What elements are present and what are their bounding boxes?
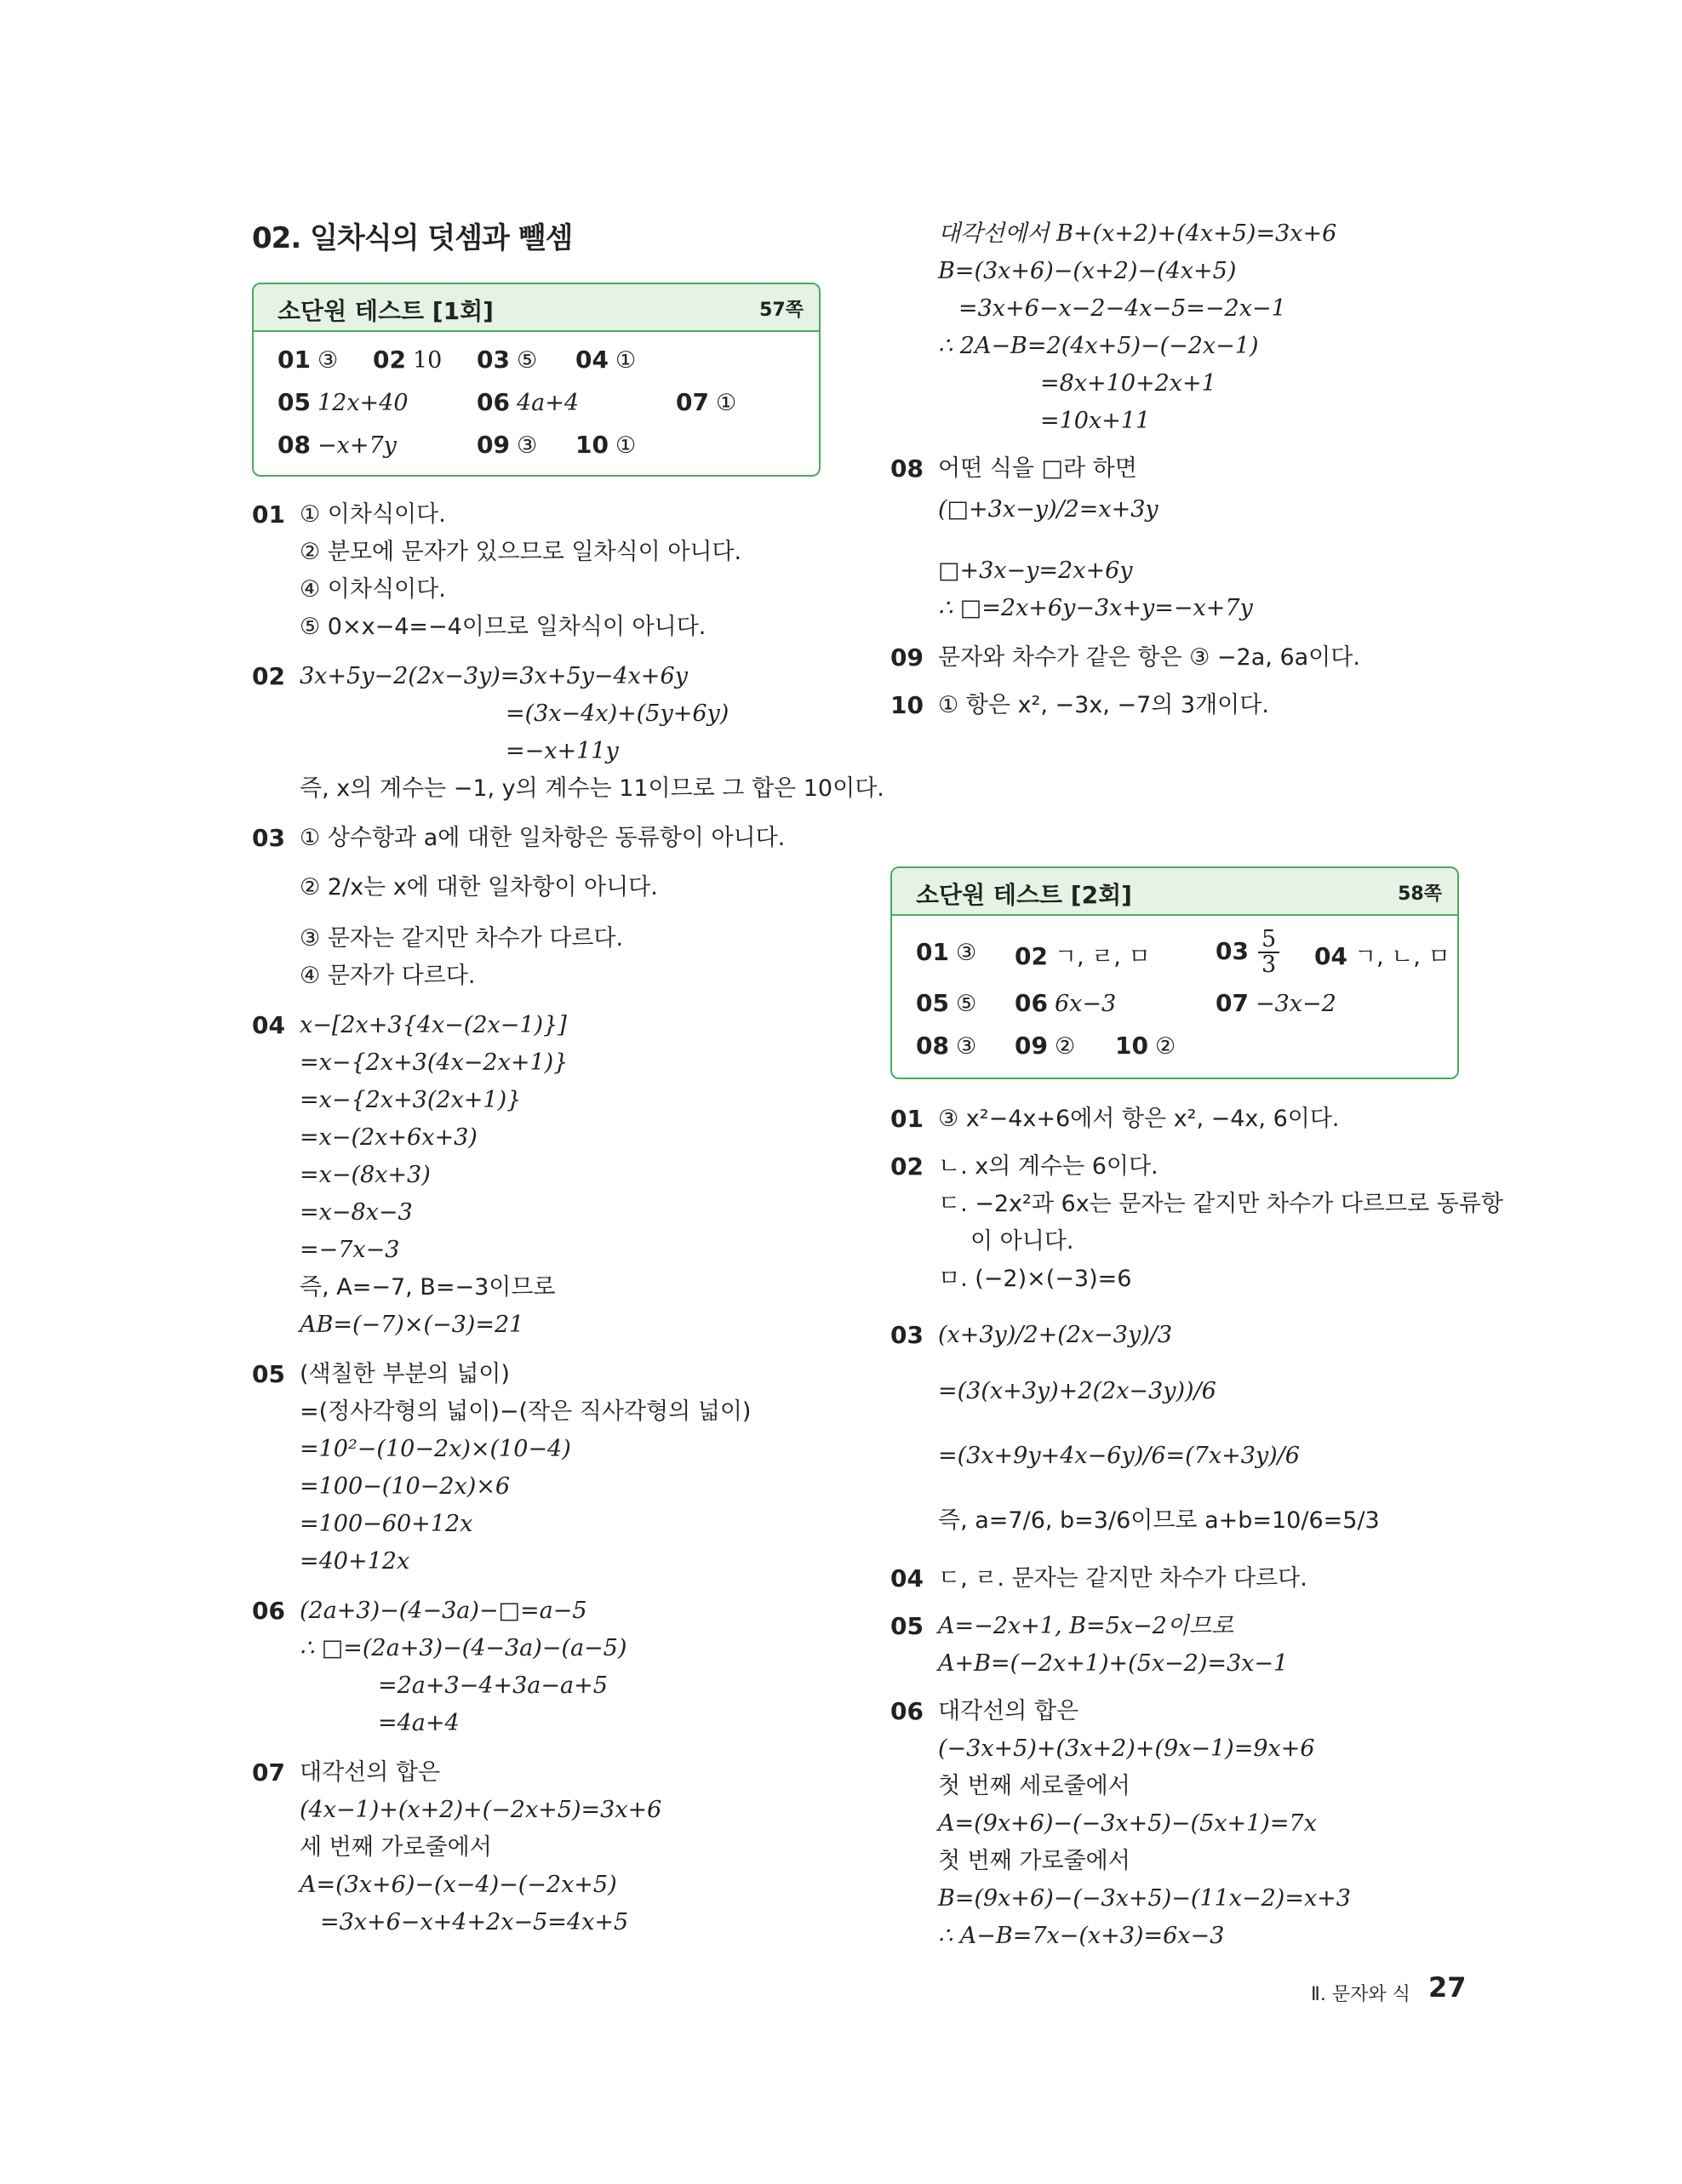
solution-number: 05 [252,1360,285,1388]
answer-item: 07 −3x−2 [1216,989,1336,1017]
answer-item: 06 6x−3 [1015,989,1117,1017]
answer-item: 03 ⑤ [477,346,538,374]
solution-line: ∴ □=2x+6y−3x+y=−x+7y [938,595,1253,621]
solution-line: 3x+5y−2(2x−3y)=3x+5y−4x+6y [300,663,688,689]
solution-line: =100−(10−2x)×6 [300,1473,511,1500]
solution-line: ㄷ, ㄹ. 문자는 같지만 차수가 다르다. [938,1565,1307,1592]
solution-line: 어떤 식을 □라 하면 [938,455,1137,482]
solution-line: ㄷ. −2x²과 6x는 문자는 같지만 차수가 다르므로 동류항 [938,1191,1503,1217]
answer-item: 10 ① [575,431,637,459]
answer-item: 05 ⑤ [916,989,977,1017]
solution-number: 09 [890,643,924,672]
solution-line: ② 분모에 문자가 있으므로 일차식이 아니다. [300,539,742,565]
answer-item: 06 4a+4 [477,388,580,416]
solution-line: 즉, A=−7, B=−3이므로 [300,1274,556,1301]
solution-number: 03 [890,1321,924,1349]
solution-number: 10 [890,691,924,719]
solution-line: AB=(−7)×(−3)=21 [300,1312,524,1338]
solution-line: 즉, x의 계수는 −1, y의 계수는 11이므로 그 합은 10이다. [300,775,884,802]
solution-number: 04 [252,1011,285,1039]
solution-line: (−3x+5)+(3x+2)+(9x−1)=9x+6 [938,1735,1315,1762]
solution-line: =x−8x−3 [300,1199,413,1226]
solution-line: □+3x−y=2x+6y [938,557,1133,584]
answer-item: 07 ① [676,388,737,416]
solution-line: ① 이차식이다. [300,501,446,528]
solution-line: ∴ A−B=7x−(x+3)=6x−3 [938,1923,1225,1949]
test-box-2-title: 소단원 테스트 [2회] [916,881,1132,909]
solution-line: ㄴ. x의 계수는 6이다. [938,1153,1159,1180]
solution-line: 대각선에서 B+(x+2)+(4x+5)=3x+6 [938,220,1337,247]
answer-item: 09 ② [1015,1032,1076,1060]
solution-line: =10x+11 [1040,408,1151,434]
solution-number: 02 [252,662,285,690]
solution-line: =(3x−4x)+(5y+6y) [506,700,729,727]
answer-item: 02 ㄱ, ㄹ, ㅁ [1015,942,1151,970]
fraction: $\frac{5}{3}$ [1258,928,1279,977]
solution-line: ① 항은 x², −3x, −7의 3개이다. [938,692,1269,718]
answer-item: 02 10 [373,346,443,374]
solution-line: ④ 이차식이다. [300,576,446,603]
solution-line: 세 번째 가로줄에서 [300,1834,492,1861]
solution-line: =x−{2x+3(4x−2x+1)} [300,1049,569,1076]
solution-line: ③ x²−4x+6에서 항은 x², −4x, 6이다. [938,1106,1340,1132]
solution-line: 첫 번째 가로줄에서 [938,1848,1130,1874]
answer-item: 04 ㄱ, ㄴ, ㅁ [1314,942,1450,970]
answer-item: 04 ① [575,346,637,374]
solution-number: 08 [890,455,924,483]
solution-line: 대각선의 합은 [300,1759,441,1786]
solution-line: A+B=(−2x+1)+(5x−2)=3x−1 [938,1650,1289,1677]
answer-item: 08 −x+7y [277,431,397,459]
solution-number: 05 [890,1612,924,1640]
solution-number: 06 [890,1697,924,1725]
answer-item: 09 ③ [477,431,538,459]
solution-line: =10²−(10−2x)×(10−4) [300,1436,571,1462]
answer-item: 01 ③ [277,346,339,374]
solution-line: ④ 문자가 다르다. [300,963,476,989]
solution-number: 03 [252,824,285,852]
page-number: 27 [1428,1971,1467,2004]
test-box-2 [890,866,1459,1079]
solution-line: ∴ □=(2a+3)−(4−3a)−(a−5) [300,1635,627,1661]
test-box-1-header [254,284,819,332]
solution-line: =−7x−3 [300,1237,400,1263]
test-box-2-header [892,868,1457,916]
solution-line: 즉, a=7/6, b=3/6이므로 a+b=10/6=5/3 [938,1507,1380,1534]
solution-line: =x−(2x+6x+3) [300,1124,478,1151]
answer-item: 10 ② [1115,1032,1176,1060]
solution-line: x−[2x+3{4x−(2x−1)}] [300,1012,567,1038]
solution-line: =(3(x+3y)+2(2x−3y))/6 [938,1378,1216,1404]
solution-line: 첫 번째 세로줄에서 [938,1773,1130,1799]
solution-line: =3x+6−x−2−4x−5=−2x−1 [958,295,1286,322]
solution-line: B=(3x+6)−(x+2)−(4x+5) [938,258,1237,284]
solution-line: (4x−1)+(x+2)+(−2x+5)=3x+6 [300,1797,662,1823]
solution-number: 06 [252,1597,285,1625]
solution-line: =40+12x [300,1548,410,1575]
solution-number: 01 [890,1105,924,1133]
section-title: 02. 일차식의 덧셈과 뺄셈 [252,221,573,255]
solution-line: =−x+11y [506,738,619,764]
solution-line: =(정사각형의 넓이)−(작은 직사각형의 넓이) [300,1398,752,1425]
solution-number: 01 [252,500,285,529]
solution-line: 문자와 차수가 같은 항은 ③ −2a, 6a이다. [938,644,1360,671]
test-box-1-title: 소단원 테스트 [1회] [277,297,494,325]
solution-line: 이 아니다. [970,1228,1074,1255]
answer-item: 03 $\frac{5}{3}$ [1216,928,1282,977]
solution-number: 07 [252,1758,285,1787]
solution-line: (□+3x−y)/2=x+3y [938,496,1159,523]
solution-line: =x−{2x+3(2x+1)} [300,1087,522,1113]
solution-line: ⑤ 0×x−4=−4이므로 일차식이 아니다. [300,614,707,640]
solution-line: =4a+4 [378,1710,460,1736]
solution-line: ① 상수항과 a에 대한 일차항은 동류항이 아니다. [300,825,786,851]
solution-line: =100−60+12x [300,1511,473,1537]
solution-line: (색칠한 부분의 넓이) [300,1361,510,1387]
test-box-1-page: 57쪽 [759,300,804,321]
solution-line: ③ 문자는 같지만 차수가 다르다. [300,925,624,952]
solution-line: =3x+6−x+4+2x−5=4x+5 [320,1909,629,1935]
solution-number: 02 [890,1152,924,1181]
footer-chapter-label: Ⅱ. 문자와 식 [1311,1984,1410,2005]
solution-line: ∴ 2A−B=2(4x+5)−(−2x−1) [938,333,1259,359]
solution-line: =(3x+9y+4x−6y)/6=(7x+3y)/6 [938,1443,1300,1469]
solution-line: (x+3y)/2+(2x−3y)/3 [938,1322,1173,1348]
solution-line: =x−(8x+3) [300,1162,431,1188]
test-box-1 [252,283,821,477]
solution-line: A=(9x+6)−(−3x+5)−(5x+1)=7x [938,1810,1317,1837]
solution-line: ㅁ. (−2)×(−3)=6 [938,1266,1132,1292]
solution-line: =8x+10+2x+1 [1040,370,1216,397]
solution-line: B=(9x+6)−(−3x+5)−(11x−2)=x+3 [938,1885,1351,1912]
solution-line: A=(3x+6)−(x−4)−(−2x+5) [300,1872,617,1898]
test-box-2-page: 58쪽 [1398,883,1442,905]
answer-item: 01 ③ [916,938,977,966]
solution-line: =2a+3−4+3a−a+5 [378,1672,608,1699]
solution-line: A=−2x+1, B=5x−2이므로 [938,1613,1234,1639]
answer-item: 05 12x+40 [277,388,409,416]
solution-line: (2a+3)−(4−3a)−□=a−5 [300,1598,587,1624]
answer-item: 08 ③ [916,1032,977,1060]
solution-line: 대각선의 합은 [938,1698,1079,1724]
solution-number: 04 [890,1564,924,1592]
solution-line: ② 2/x는 x에 대한 일차항이 아니다. [300,874,658,900]
